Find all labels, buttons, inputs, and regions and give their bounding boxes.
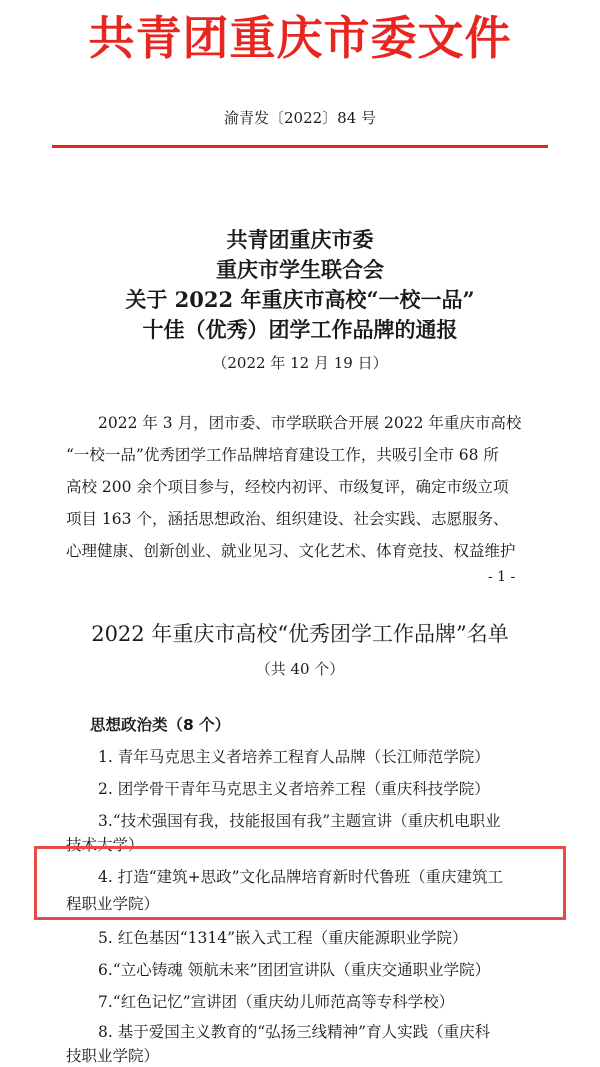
list-item-continuation: 技职业学院） — [66, 1047, 160, 1065]
notice-title-line-1: 共青团重庆市委 — [226, 227, 374, 252]
notice-date: （2022 年 12 月 19 日） — [212, 354, 388, 372]
notice-body-line: 2022 年 3 月，团市委、市学联联合开展 2022 年重庆市高校 — [98, 414, 522, 432]
list-item-continuation: 技术大学） — [66, 836, 144, 854]
notice-title-line-4: 十佳（优秀）团学工作品牌的通报 — [142, 317, 458, 342]
list-item-continuation: 程职业学院） — [66, 895, 160, 913]
highlight-box — [34, 846, 566, 920]
list-item: 3.“技术强国有我，技能报国有我”主题宣讲（重庆机电职业 — [98, 812, 501, 830]
masthead-title: 共青团重庆市委文件 — [88, 11, 512, 65]
notice-body-line: “一校一品”优秀团学工作品牌培育建设工作，共吸引全市 68 所 — [66, 446, 499, 464]
page-number: - 1 - — [488, 569, 516, 585]
list-item: 1. 青年马克思主义者培养工程育人品牌（长江师范学院） — [98, 748, 490, 766]
list-item: 7.“红色记忆”宣讲团（重庆幼儿师范高等专科学校） — [98, 993, 455, 1011]
notice-title-line-3: 关于 2022 年重庆市高校“一校一品” — [125, 287, 475, 312]
section-heading: 思想政治类（8 个） — [90, 716, 231, 734]
notice-body-line: 项目 163 个，涵括思想政治、组织建设、社会实践、志愿服务、 — [66, 510, 509, 528]
red-divider-line — [52, 145, 548, 148]
list-item: 5. 红色基因“1314”嵌入式工程（重庆能源职业学院） — [98, 929, 468, 947]
list-item: 6.“立心铸魂 领航未来”团团宣讲队（重庆交通职业学院） — [98, 961, 491, 979]
list-count: （共 40 个） — [255, 660, 345, 678]
notice-body-line: 高校 200 余个项目参与，经校内初评、市级复评，确定市级立项 — [66, 478, 509, 496]
list-item: 8. 基于爱国主义教育的“弘扬三线精神”育人实践（重庆科 — [98, 1023, 491, 1041]
list-item: 2. 团学骨干青年马克思主义者培养工程（重庆科技学院） — [98, 780, 490, 798]
notice-title-line-2: 重庆市学生联合会 — [216, 257, 384, 282]
list-item: 4. 打造“建筑+思政”文化品牌培育新时代鲁班（重庆建筑工 — [98, 868, 504, 886]
document-number: 渝青发〔2022〕84 号 — [223, 109, 377, 127]
list-title: 2022 年重庆市高校“优秀团学工作品牌”名单 — [91, 622, 509, 646]
notice-body-line: 心理健康、创新创业、就业见习、文化艺术、体育竞技、权益维护 — [66, 542, 516, 560]
